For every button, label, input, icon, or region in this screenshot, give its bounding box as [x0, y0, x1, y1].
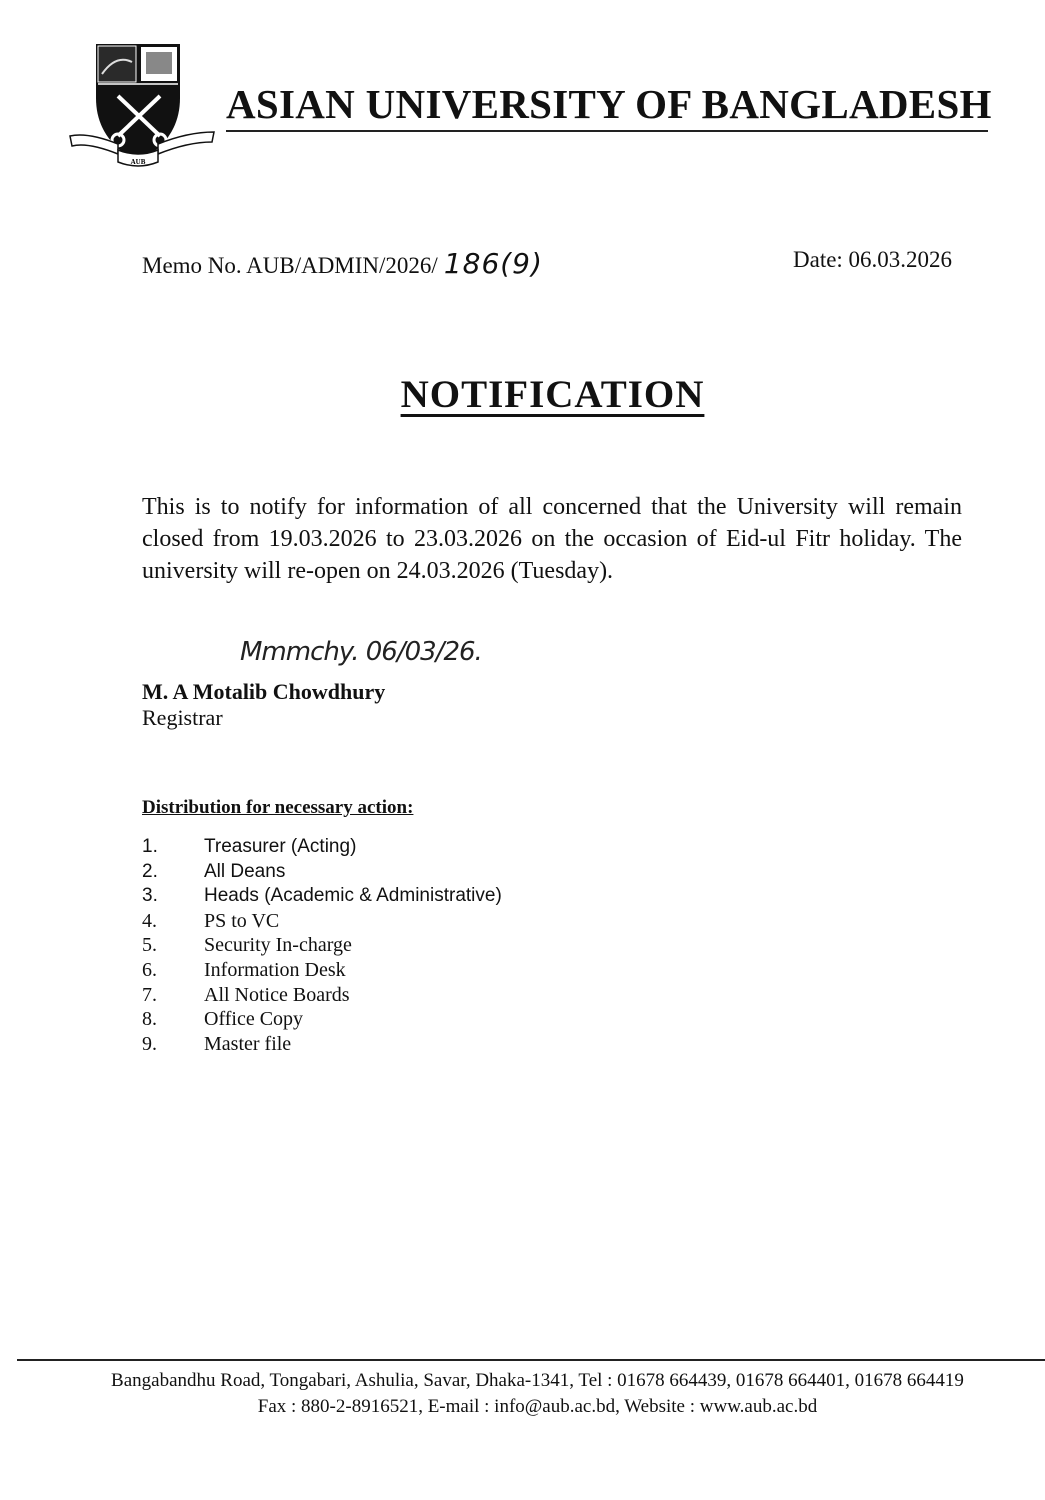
university-crest-icon	[68, 40, 218, 170]
footer-contact: Fax : 880-2-8916521, E-mail : info@aub.ac.bd, Website : www.aub.ac.bd	[257, 1396, 818, 1417]
signature: Mmmchy. 06/03/26.	[240, 637, 482, 667]
list-item: 5. Security In-charge	[142, 934, 352, 957]
footer-divider	[17, 1359, 1045, 1361]
signer-designation: Registrar	[142, 705, 223, 730]
list-item: 1. Treasurer (Acting)	[142, 836, 357, 857]
distribution-list	[142, 836, 502, 1057]
footer-address: Bangabandhu Road, Tongabari, Ashulia, Savar, Dhaka-1341, Tel : 01678 664439, 01678 664401, 01678 664419	[111, 1370, 964, 1391]
list-item: 7. All Notice Boards	[142, 983, 350, 1006]
memo-handwritten-number: 186(9)	[443, 247, 543, 280]
list-item: 3. Heads (Academic & Administrative)	[142, 885, 502, 907]
notification-body: This is to notify for information of all concerned that the University will remain closed from 19.03.2026 to 23.03.2026 on the occasion of Eid-ul Fitr holiday. The university will re-open on 24.03.2026 (Tuesday).	[142, 494, 962, 584]
list-item: 2. All Deans	[142, 860, 286, 882]
memo-label: Memo No. AUB/ADMIN/2026/	[142, 253, 438, 278]
memo-date: Date: 06.03.2026	[793, 247, 953, 272]
signer-name: M. A Motalib Chowdhury	[142, 679, 386, 704]
distribution-heading: Distribution for necessary action:	[142, 797, 414, 818]
university-name: ASIAN UNIVERSITY OF BANGLADESH	[226, 81, 992, 127]
list-item: 6. Information Desk	[142, 958, 346, 981]
list-item: 9. Master file	[142, 1032, 292, 1055]
list-item: 4. PS to VC	[142, 909, 280, 932]
list-item: 8. Office Copy	[142, 1008, 304, 1031]
memo-number	[142, 247, 543, 280]
page-title: NOTIFICATION	[400, 373, 705, 416]
header-divider	[226, 130, 988, 132]
svg-text:AUB: AUB	[130, 158, 146, 166]
